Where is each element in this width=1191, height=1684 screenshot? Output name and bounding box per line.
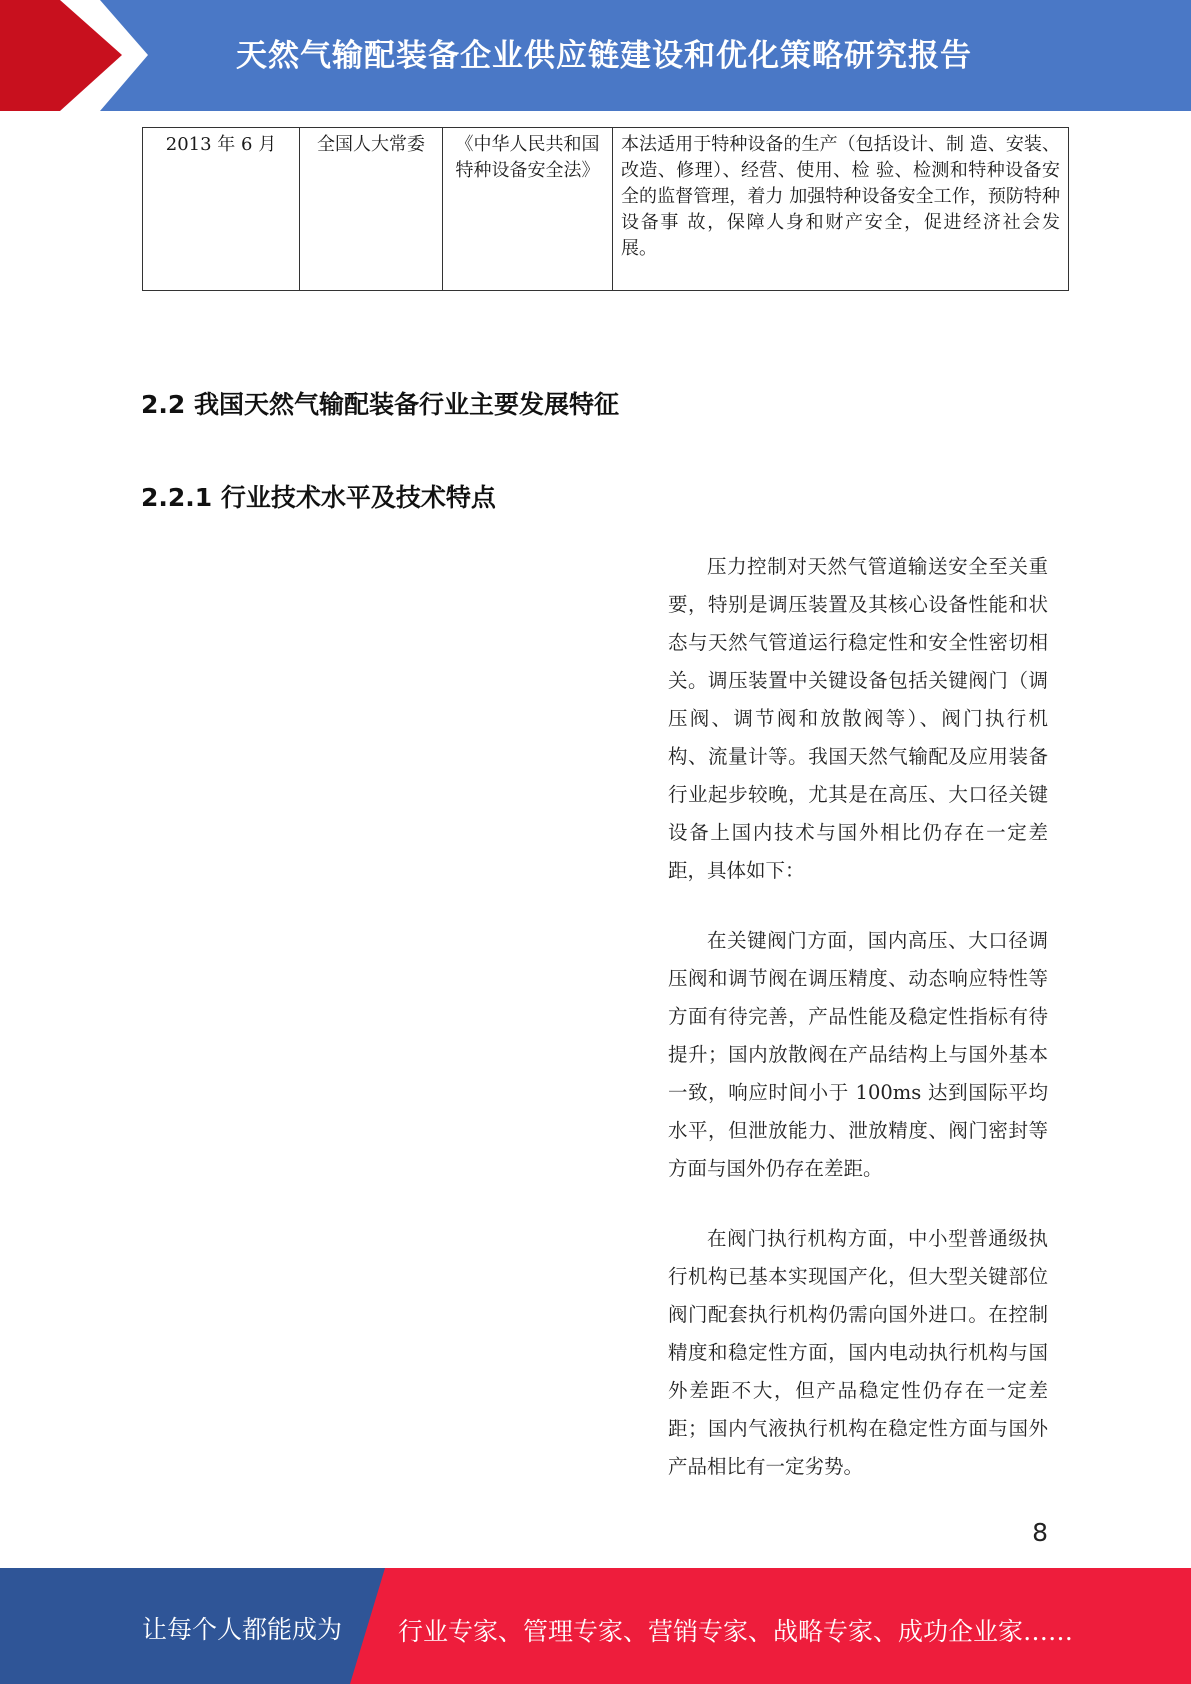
cell-content: 本法适用于特种设备的生产（包括设计、制 造、安装、改造、修理）、经营、使用、检 验、检测和特种设备安全的监督管理，着力 加强特种设备安全工作，预防特种设备事 故，保障人身和财产安全，促进经济社会发 展。: [613, 128, 1069, 291]
table-row: [143, 128, 1069, 291]
footer-slogan-right: 行业专家、管理专家、营销专家、战略专家、成功企业家……: [398, 1617, 1074, 1646]
paragraph: 在阀门执行机构方面，中小型普通级执行机构已基本实现国产化，但大型关键部位阀门配套执行机构仍需向国外进口。在控制精度和稳定性方面，国内电动执行机构与国外差距不大，但产品稳定性仍存在一定差距；国内气液执行机构在稳定性方面与国外产品相比有一定劣势。: [668, 1227, 1048, 1478]
paragraph: 在关键阀门方面，国内高压、大口径调压阀和调节阀在调压精度、动态响应特性等方面有待完善，产品性能及稳定性指标有待提升；国内放散阀在产品结构上与国外基本一致，响应时间小于 100ms 达到国际平均水平，但泄放能力、泄放精度、阀门密封等方面与国外仍存在差距。: [668, 929, 1048, 1180]
section-heading: 2.2 我国天然气输配装备行业主要发展特征: [141, 390, 619, 419]
page-footer: [0, 1568, 1191, 1684]
paragraph: 压力控制对天然气管道输送安全至关重要，特别是调压装置及其核心设备性能和状态与天然气管道运行稳定性和安全性密切相关。调压装置中关键设备包括关键阀门（调压阀、调节阀和放散阀等）、阀门执行机构、流量计等。我国天然气输配及应用装备行业起步较晚，尤其是在高压、大口径关键设备上国内技术与国外相比仍存在一定差距，具体如下：: [668, 555, 1048, 882]
body-text-column: [668, 548, 1048, 1518]
policy-table: [142, 127, 1069, 291]
header-title: 天然气输配装备企业供应链建设和优化策略研究报告: [236, 38, 972, 74]
page-header: [0, 0, 1191, 111]
cell-issuer: 全国人大常委: [300, 128, 443, 291]
footer-slogan-left: 让每个人都能成为: [142, 1615, 343, 1644]
subsection-heading: 2.2.1 行业技术水平及技术特点: [141, 483, 496, 512]
cell-date: 2013 年 6 月: [143, 128, 300, 291]
page-number: 8: [1032, 1518, 1048, 1547]
cell-law-name: 《中华人民共和国特种设备安全法》: [443, 128, 613, 291]
